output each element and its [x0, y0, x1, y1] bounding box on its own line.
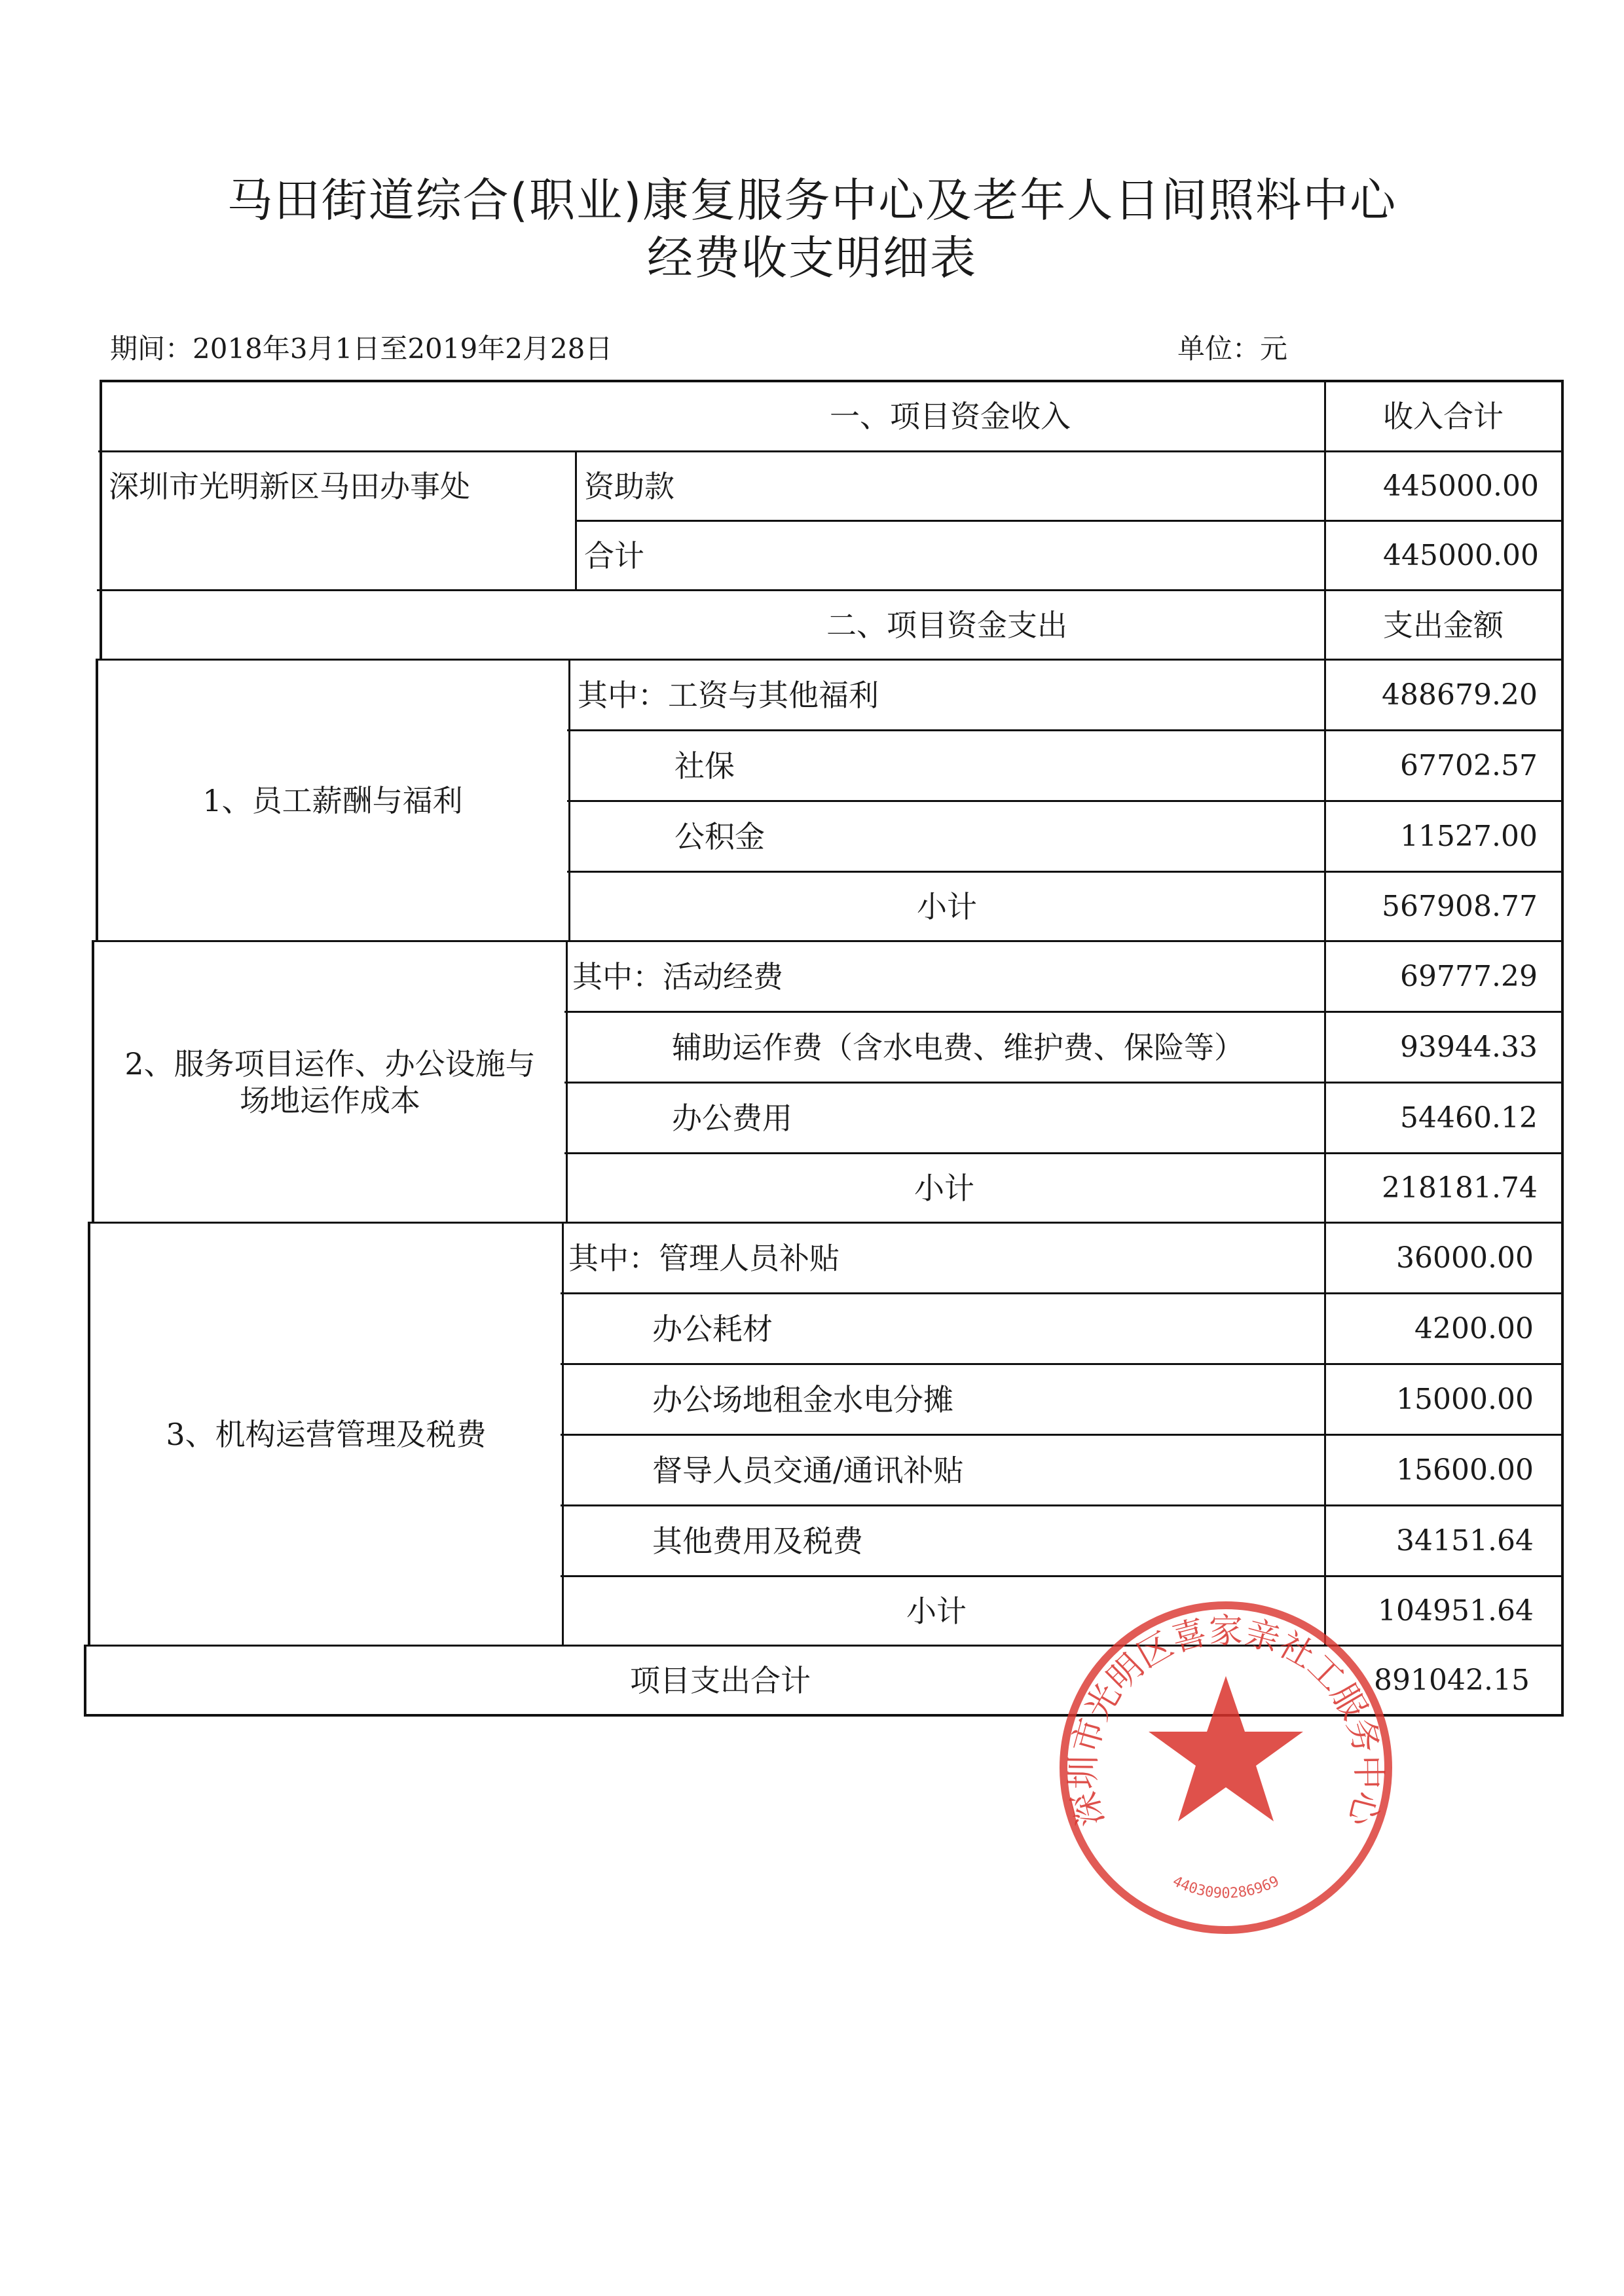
- subtotal-label: 小计: [906, 1593, 967, 1629]
- income-amount-header: 收入合计: [1383, 399, 1504, 434]
- expense-item-label: 其中：管理人员补贴: [568, 1240, 840, 1276]
- expense-item-amount: 4200.00: [1414, 1311, 1534, 1345]
- expense-item-amount: 15600.00: [1396, 1453, 1534, 1487]
- seal-text: 深圳市光明区喜家亲社工服务中心: [1063, 1612, 1388, 1831]
- table-rule: [84, 1645, 86, 1717]
- expense-group-3-name: 3、机构运营管理及税费: [166, 1416, 487, 1452]
- table-rule: [98, 450, 1561, 452]
- income-section-title: 一、项目资金收入: [830, 399, 1071, 434]
- expense-item-amount: 15000.00: [1396, 1382, 1534, 1416]
- expense-item-label: 辅助运作费（含水电费、维护费、保险等）: [672, 1029, 1244, 1065]
- expense-item-amount: 93944.33: [1400, 1030, 1538, 1064]
- expense-item-label: 办公费用: [672, 1100, 792, 1136]
- income-source: 深圳市光明新区马田办事处: [109, 469, 470, 504]
- expense-amount-header: 支出金额: [1383, 607, 1504, 643]
- subtotal-label: 小计: [914, 1170, 974, 1206]
- expense-total-label: 项目支出合计: [630, 1662, 811, 1698]
- expense-item-label: 办公场地租金水电分摊: [652, 1381, 953, 1417]
- seal-star-icon: [1149, 1676, 1303, 1821]
- income-item-label: 资助款: [584, 469, 674, 504]
- table-rule: [575, 450, 577, 589]
- income-total-label: 合计: [584, 538, 644, 574]
- expense-item-amount: 488679.20: [1382, 678, 1538, 712]
- income-total-amount: 445000.00: [1383, 538, 1539, 572]
- expense-total-amount: 891042.15: [1374, 1663, 1530, 1697]
- table-rule: [1561, 380, 1564, 1717]
- table-rule: [568, 659, 570, 940]
- official-seal: [1056, 1597, 1396, 1938]
- expense-item-amount: 54460.12: [1400, 1101, 1538, 1135]
- expense-item-label: 社保: [674, 748, 735, 784]
- subtotal-amount: 218181.74: [1382, 1171, 1538, 1205]
- expense-item-label: 督导人员交通/通讯补贴: [652, 1452, 964, 1488]
- table-rule: [1324, 380, 1326, 1645]
- expense-group-2-name-line1: 2、服务项目运作、办公设施与: [124, 1046, 536, 1082]
- expense-item-amount: 69777.29: [1400, 959, 1538, 993]
- expense-group-2-name-line2: 场地运作成本: [240, 1082, 420, 1118]
- subtotal-amount: 104951.64: [1378, 1594, 1534, 1628]
- expense-item-label: 公积金: [674, 818, 765, 854]
- expense-item-amount: 67702.57: [1400, 748, 1538, 782]
- expense-item-amount: 11527.00: [1400, 819, 1538, 853]
- table-rule: [100, 380, 102, 659]
- expense-item-label: 其中：工资与其他福利: [578, 677, 879, 713]
- expense-item-label: 其中：活动经费: [572, 958, 783, 994]
- period-label: 期间：2018年3月1日至2019年2月28日: [110, 333, 613, 365]
- subtotal-label: 小计: [917, 888, 977, 924]
- expense-item-label: 办公耗材: [652, 1311, 773, 1347]
- document-title: 马田街道综合(职业)康复服务中心及老年人日间照料中心: [227, 173, 1397, 227]
- subtotal-amount: 567908.77: [1382, 889, 1538, 923]
- expense-group-2-name: [94, 942, 566, 1222]
- expense-group-1-name: 1、员工薪酬与福利: [202, 782, 463, 818]
- income-item-amount: 445000.00: [1383, 469, 1539, 503]
- expense-item-label: 其他费用及税费: [652, 1523, 863, 1559]
- expense-item-amount: 36000.00: [1396, 1241, 1534, 1275]
- seal-code: 4403090286969: [1170, 1873, 1282, 1902]
- table-rule: [566, 940, 568, 1222]
- document-subtitle: 经费收支明细表: [647, 231, 977, 285]
- expense-section-title: 二、项目资金支出: [826, 607, 1067, 643]
- expense-item-amount: 34151.64: [1396, 1523, 1534, 1558]
- unit-label: 单位：元: [1177, 333, 1288, 365]
- table-rule: [562, 1222, 564, 1645]
